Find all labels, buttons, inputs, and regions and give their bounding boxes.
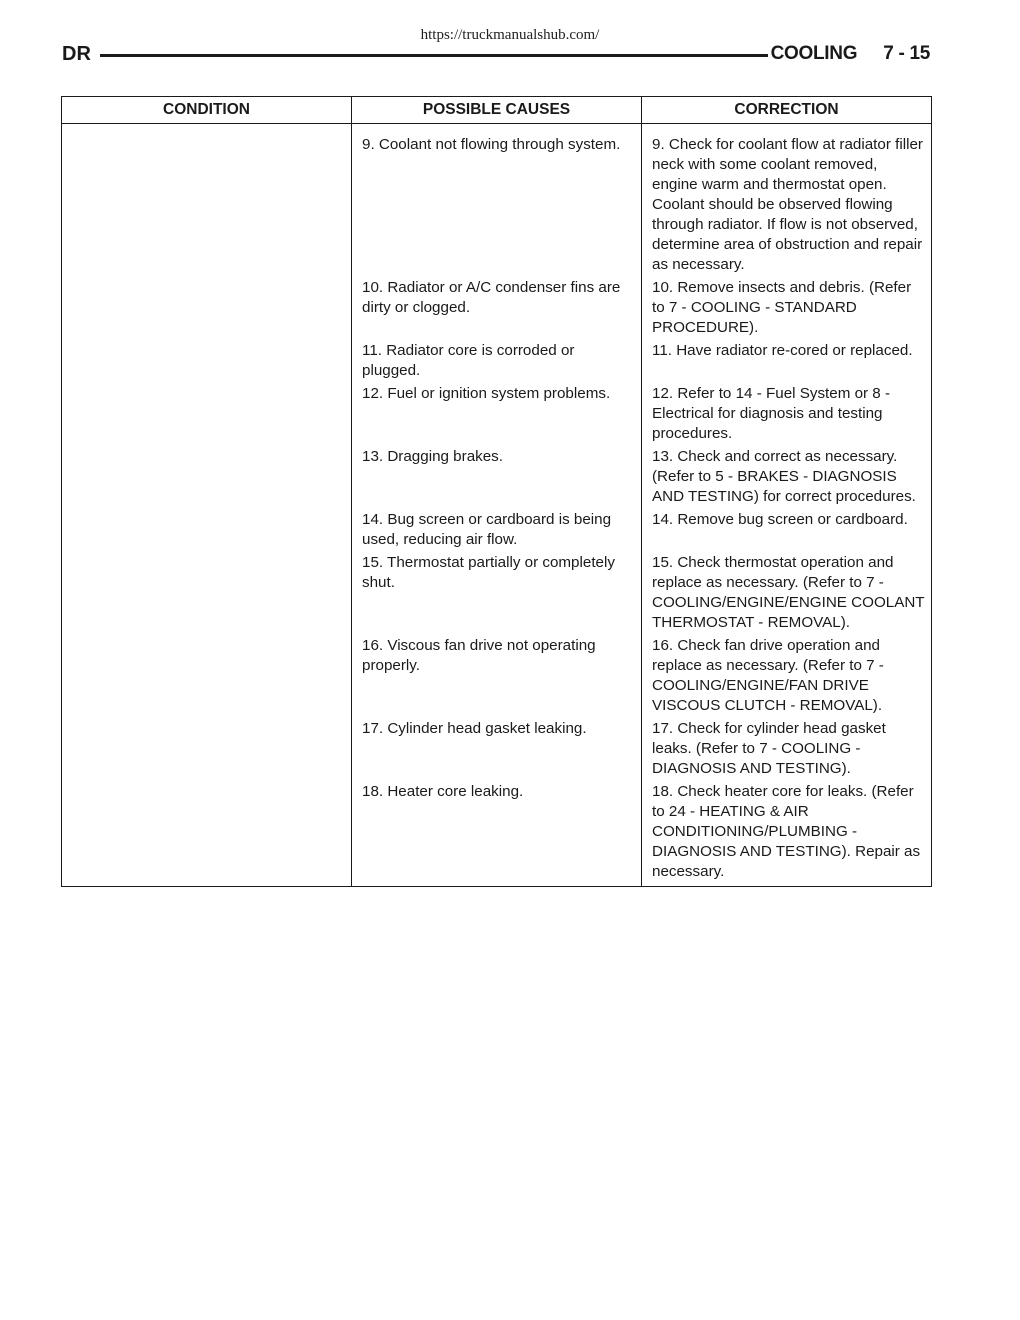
table-header-row xyxy=(62,97,932,124)
cause-cell: 15. Thermostat partially or completely shut. xyxy=(352,553,642,636)
condition-cell xyxy=(62,124,352,279)
table-row xyxy=(62,341,932,384)
table-row xyxy=(62,278,932,341)
correction-cell: 16. Check fan drive operation and replace as necessary. (Refer to 7 - COOLING/ENGINE/FAN DRIVE VISCOUS CLUTCH - REMOVAL). xyxy=(642,636,932,719)
diagnosis-table xyxy=(61,96,932,887)
table-row xyxy=(62,510,932,553)
correction-cell: 9. Check for coolant flow at radiator filler neck with some coolant removed, engine warm and thermostat open. Coolant should be observed flowing through radiator. If flow is not observed, determine area of obstruction and repair as necessary. xyxy=(642,124,932,279)
column-header-possible-causes: POSSIBLE CAUSES xyxy=(352,97,642,124)
correction-cell: 15. Check thermostat operation and replace as necessary. (Refer to 7 - COOLING/ENGINE/ENGINE COOLANT THERMOSTAT - REMOVAL). xyxy=(642,553,932,636)
cause-cell: 12. Fuel or ignition system problems. xyxy=(352,384,642,447)
correction-cell: 11. Have radiator re-cored or replaced. xyxy=(642,341,932,384)
correction-cell: 14. Remove bug screen or cardboard. xyxy=(642,510,932,553)
header-rule xyxy=(100,54,768,57)
correction-cell: 18. Check heater core for leaks. (Refer to 24 - HEATING & AIR CONDITIONING/PLUMBING - DIAGNOSIS AND TESTING). Repair as necessary. xyxy=(642,782,932,887)
correction-cell: 13. Check and correct as necessary. (Refer to 5 - BRAKES - DIAGNOSIS AND TESTING) for correct procedures. xyxy=(642,447,932,510)
cause-cell: 18. Heater core leaking. xyxy=(352,782,642,887)
condition-cell xyxy=(62,384,352,447)
condition-cell xyxy=(62,341,352,384)
condition-cell xyxy=(62,553,352,636)
condition-cell xyxy=(62,278,352,341)
cause-cell: 16. Viscous fan drive not operating properly. xyxy=(352,636,642,719)
correction-cell: 12. Refer to 14 - Fuel System or 8 - Electrical for diagnosis and testing procedures. xyxy=(642,384,932,447)
condition-cell xyxy=(62,719,352,782)
table-row xyxy=(62,782,932,887)
vehicle-code: DR xyxy=(62,43,91,65)
section-title: COOLING xyxy=(770,43,858,64)
table-row xyxy=(62,384,932,447)
watermark-url: https://truckmanualshub.com/ xyxy=(420,27,600,43)
column-header-correction: CORRECTION xyxy=(642,97,932,124)
table-row xyxy=(62,636,932,719)
cause-cell: 17. Cylinder head gasket leaking. xyxy=(352,719,642,782)
table-row xyxy=(62,124,932,279)
table-row xyxy=(62,719,932,782)
condition-cell xyxy=(62,636,352,719)
condition-cell xyxy=(62,447,352,510)
cause-cell: 13. Dragging brakes. xyxy=(352,447,642,510)
correction-cell: 17. Check for cylinder head gasket leaks. (Refer to 7 - COOLING - DIAGNOSIS AND TESTING). xyxy=(642,719,932,782)
cause-cell: 9. Coolant not flowing through system. xyxy=(352,124,642,279)
cause-cell: 14. Bug screen or cardboard is being used, reducing air flow. xyxy=(352,510,642,553)
cause-cell: 10. Radiator or A/C condenser fins are dirty or clogged. xyxy=(352,278,642,341)
table-row xyxy=(62,553,932,636)
page-number: 7 - 15 xyxy=(883,43,930,64)
correction-cell: 10. Remove insects and debris. (Refer to 7 - COOLING - STANDARD PROCEDURE). xyxy=(642,278,932,341)
condition-cell xyxy=(62,510,352,553)
table-row xyxy=(62,447,932,510)
page-header xyxy=(771,43,930,65)
cause-cell: 11. Radiator core is corroded or plugged. xyxy=(352,341,642,384)
column-header-condition: CONDITION xyxy=(62,97,352,124)
condition-cell xyxy=(62,782,352,887)
